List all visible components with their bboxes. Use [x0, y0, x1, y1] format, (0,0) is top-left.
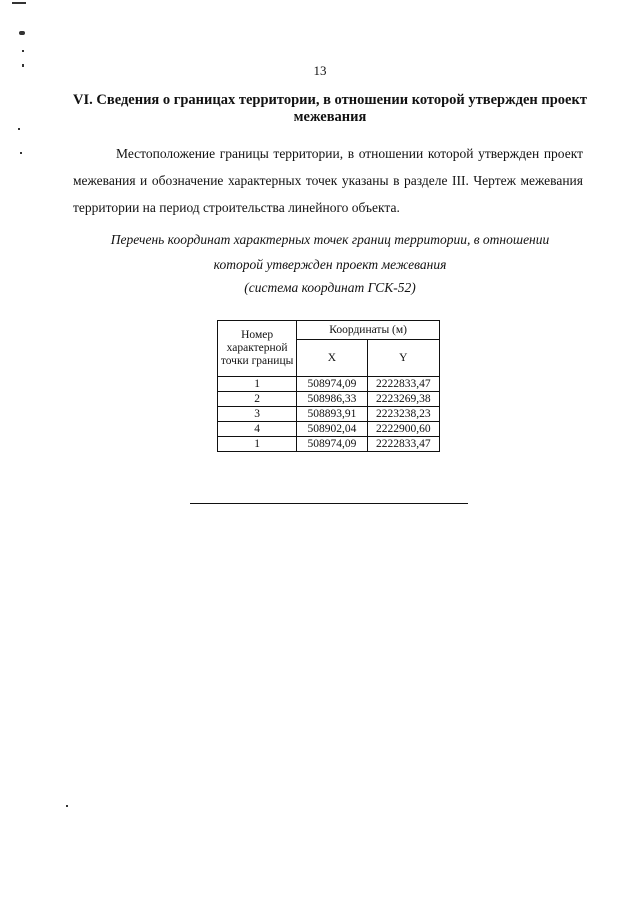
- table-row: [218, 392, 440, 407]
- end-divider: [190, 503, 468, 504]
- coordinates-table: [217, 320, 440, 452]
- header-point-number: Номер характерной точки границы: [218, 321, 297, 377]
- table-row: [218, 437, 440, 452]
- header-coordinates: Координаты (м): [297, 321, 440, 340]
- cell-y: 2222900,60: [367, 422, 439, 437]
- table-caption-line-3: (система координат ГСК-52): [244, 280, 416, 295]
- section-title-line-1: VI. Сведения о границах территории, в отношении которой утвержден проект: [73, 92, 587, 108]
- section-title-line-2: межевания: [293, 109, 367, 125]
- cell-point: 4: [218, 422, 297, 437]
- table-caption-line-1: Перечень координат характерных точек границ территории, в отношении: [110, 232, 550, 247]
- body-paragraph: Местоположение границы территории, в отношении которой утвержден проект межевания и обозначение характерных точек указаны в разделе III. Чертеж межевания территории на период строительства линейного объекта.: [73, 146, 583, 215]
- cell-x: 508893,91: [297, 407, 367, 422]
- cell-y: 2223238,23: [367, 407, 439, 422]
- scan-mark: [22, 50, 24, 52]
- cell-point: 2: [218, 392, 297, 407]
- header-y: Y: [367, 340, 439, 377]
- cell-y: 2222833,47: [367, 437, 439, 452]
- scan-mark: [12, 2, 26, 4]
- cell-x: 508974,09: [297, 377, 367, 392]
- page-number: 13: [313, 63, 327, 78]
- scan-mark: [66, 805, 68, 807]
- cell-point: 1: [218, 377, 297, 392]
- cell-y: 2223269,38: [367, 392, 439, 407]
- header-x: X: [297, 340, 367, 377]
- table-caption-line-2: которой утвержден проект межевания: [213, 257, 447, 272]
- cell-x: 508974,09: [297, 437, 367, 452]
- cell-x: 508902,04: [297, 422, 367, 437]
- table-row: [218, 422, 440, 437]
- scan-mark: [19, 31, 25, 35]
- section-title: [68, 92, 592, 126]
- scan-mark: [20, 152, 22, 154]
- table-row: [218, 407, 440, 422]
- scan-mark: [18, 128, 20, 130]
- table-row: [218, 377, 440, 392]
- cell-x: 508986,33: [297, 392, 367, 407]
- cell-point: 3: [218, 407, 297, 422]
- cell-y: 2222833,47: [367, 377, 439, 392]
- cell-point: 1: [218, 437, 297, 452]
